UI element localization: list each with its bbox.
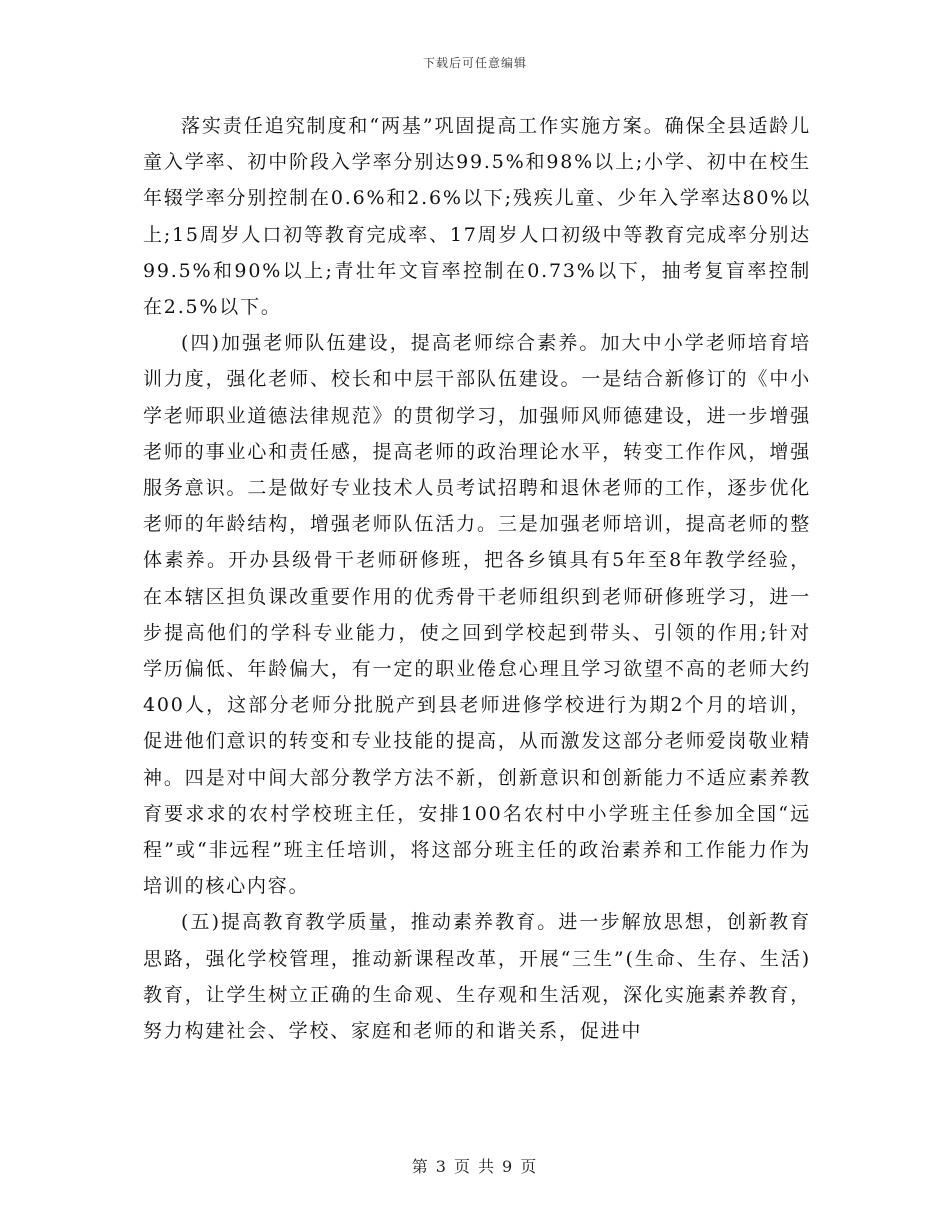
page-footer (0, 1154, 950, 1177)
paragraph-1: 落实责任追究制度和“两基”巩固提高工作实施方案。确保全县适龄儿童入学率、初中阶段入学率分别达99.5%和98%以上;小学、初中在校生年辍学率分别控制在0.6%和2.6%以下;残疾儿童、少年入学率达80%以上;15周岁人口初等教育完成率、17周岁人口初级中等教育完成率分别达99.5%和90%以上;青壮年文盲率控制在0.73%以下，抽考复盲率控制在2.5%以下。 (143, 115, 811, 319)
footer-total-prefix: 共 (478, 1157, 497, 1176)
footer-suffix: 页 (520, 1157, 539, 1176)
header-note: 下载后可任意编辑 (422, 56, 527, 70)
paragraph-3: (五)提高教育教学质量，推动素养教育。进一步解放思想，创新教育思路，强化学校管理，推动新课程改革，开展“三生”(生命、生存、生活)教育，让学生树立正确的生命观、生存观和生活观，深化实施素养教育，努力构建社会、学校、家庭和老师的和谐关系，促进中 (143, 911, 811, 1043)
footer-current-page: 3 (435, 1157, 448, 1176)
footer-page-word: 页 (453, 1157, 472, 1176)
footer-prefix: 第 (411, 1157, 430, 1176)
paragraph-2: (四)加强老师队伍建设，提高老师综合素养。加大中小学老师培育培训力度，强化老师、校长和中层干部队伍建设。一是结合新修订的《中小学老师职业道德法律规范》的贯彻学习，加强师风师德建设，进一步增强老师的事业心和责任感，提高老师的政治理论水平，转变工作作风，增强服务意识。二是做好专业技术人员考试招聘和退休老师的工作，逐步优化老师的年龄结构，增强老师队伍活力。三是加强老师培训，提高老师的整体素养。开办县级骨干老师研修班，把各乡镇具有5年至8年教学经验，在本辖区担负课改重要作用的优秀骨干老师组织到老师研修班学习，进一步提高他们的学科专业能力，使之回到学校起到带头、引领的作用;针对学历偏低、年龄偏大，有一定的职业倦怠心理且学习欲望不高的老师大约400人，这部分老师分批脱产到县老师进修学校进行为期2个月的培训，促进他们意识的转变和专业技能的提高，从而激发这部分老师爱岗敬业精神。四是对中间大部分教学方法不新，创新意识和创新能力不适应素养教育要求求的农村学校班主任，安排100名农村中小学班主任参加全国“远程”或“非远程”班主任培训，将这部分班主任的政治素养和工作能力作为培训的核心内容。 (143, 332, 811, 898)
footer-total-pages: 9 (502, 1157, 515, 1176)
document-body (143, 108, 811, 1049)
